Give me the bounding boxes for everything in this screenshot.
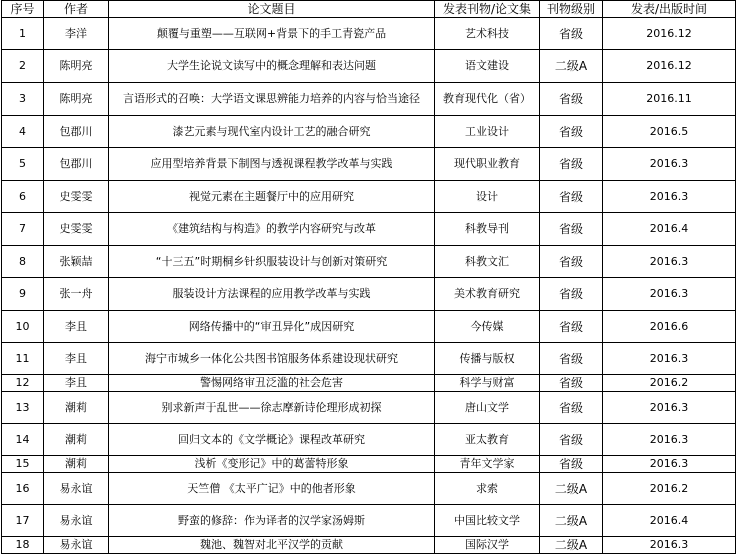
cell-journal: 科教文汇 <box>435 246 540 278</box>
header-row <box>2 1 736 18</box>
cell-author: 潮莉 <box>44 424 109 456</box>
cell-journal: 求索 <box>435 473 540 505</box>
cell-seq: 11 <box>2 343 44 375</box>
cell-seq: 15 <box>2 456 44 473</box>
cell-level: 省级 <box>540 116 603 148</box>
cell-seq: 10 <box>2 311 44 343</box>
cell-author: 李洋 <box>44 18 109 50</box>
cell-title: 应用型培养背景下制图与透视课程教学改革与实践 <box>109 148 435 181</box>
cell-journal: 艺术科技 <box>435 18 540 50</box>
cell-journal: 工业设计 <box>435 116 540 148</box>
cell-seq: 18 <box>2 537 44 554</box>
cell-author: 陈明亮 <box>44 83 109 116</box>
cell-level: 省级 <box>540 278 603 311</box>
table-row <box>2 246 736 278</box>
cell-date: 2016.3 <box>603 392 736 424</box>
cell-journal: 亚太教育 <box>435 424 540 456</box>
cell-title: 颠覆与重塑——互联网+背景下的手工青瓷产品 <box>109 18 435 50</box>
cell-date: 2016.3 <box>603 343 736 375</box>
table-row <box>2 148 736 181</box>
cell-seq: 3 <box>2 83 44 116</box>
cell-date: 2016.3 <box>603 424 736 456</box>
cell-date: 2016.3 <box>603 456 736 473</box>
table-row <box>2 213 736 246</box>
cell-author: 包郡川 <box>44 148 109 181</box>
cell-seq: 7 <box>2 213 44 246</box>
cell-title: 视觉元素在主题餐厅中的应用研究 <box>109 181 435 213</box>
cell-level: 二级A <box>540 537 603 554</box>
cell-journal: 美术教育研究 <box>435 278 540 311</box>
table-row <box>2 116 736 148</box>
cell-journal: 科学与财富 <box>435 375 540 392</box>
cell-title: 《建筑结构与构造》的教学内容研究与改革 <box>109 213 435 246</box>
cell-journal: 教育现代化（省） <box>435 83 540 116</box>
cell-journal: 国际汉学 <box>435 537 540 554</box>
cell-level: 省级 <box>540 181 603 213</box>
cell-seq: 4 <box>2 116 44 148</box>
cell-level: 省级 <box>540 213 603 246</box>
cell-seq: 1 <box>2 18 44 50</box>
cell-level: 省级 <box>540 148 603 181</box>
cell-author: 易永谊 <box>44 505 109 537</box>
table-row <box>2 537 736 554</box>
table-row <box>2 392 736 424</box>
header-author: 作者 <box>44 1 109 18</box>
cell-journal: 现代职业教育 <box>435 148 540 181</box>
cell-date: 2016.12 <box>603 50 736 83</box>
table-row <box>2 278 736 311</box>
cell-author: 张一舟 <box>44 278 109 311</box>
table-row <box>2 50 736 83</box>
cell-author: 李且 <box>44 375 109 392</box>
cell-level: 省级 <box>540 392 603 424</box>
cell-date: 2016.6 <box>603 311 736 343</box>
table-row <box>2 505 736 537</box>
cell-seq: 12 <box>2 375 44 392</box>
cell-date: 2016.3 <box>603 148 736 181</box>
cell-level: 二级A <box>540 50 603 83</box>
cell-level: 省级 <box>540 456 603 473</box>
cell-journal: 科教导刊 <box>435 213 540 246</box>
cell-title: 网络传播中的“审丑异化”成因研究 <box>109 311 435 343</box>
cell-journal: 设计 <box>435 181 540 213</box>
cell-author: 张颖喆 <box>44 246 109 278</box>
cell-title: 漆艺元素与现代室内设计工艺的融合研究 <box>109 116 435 148</box>
cell-author: 史雯雯 <box>44 181 109 213</box>
cell-title: 野蛮的修辞：作为译者的汉学家汤姆斯 <box>109 505 435 537</box>
cell-author: 史雯雯 <box>44 213 109 246</box>
cell-level: 二级A <box>540 505 603 537</box>
table-row <box>2 473 736 505</box>
table-row <box>2 343 736 375</box>
cell-level: 省级 <box>540 83 603 116</box>
cell-level: 省级 <box>540 18 603 50</box>
cell-seq: 8 <box>2 246 44 278</box>
cell-date: 2016.2 <box>603 375 736 392</box>
table-row <box>2 375 736 392</box>
cell-title: 警惕网络审丑泛滥的社会危害 <box>109 375 435 392</box>
cell-date: 2016.4 <box>603 505 736 537</box>
cell-date: 2016.11 <box>603 83 736 116</box>
cell-level: 省级 <box>540 343 603 375</box>
cell-level: 省级 <box>540 375 603 392</box>
cell-title: 浅析《变形记》中的葛蕾特形象 <box>109 456 435 473</box>
cell-seq: 13 <box>2 392 44 424</box>
table-row <box>2 456 736 473</box>
cell-seq: 5 <box>2 148 44 181</box>
cell-title: 天竺僧 《太平广记》中的他者形象 <box>109 473 435 505</box>
cell-seq: 17 <box>2 505 44 537</box>
cell-seq: 2 <box>2 50 44 83</box>
cell-journal: 今传媒 <box>435 311 540 343</box>
cell-title: 服装设计方法课程的应用教学改革与实践 <box>109 278 435 311</box>
cell-journal: 语文建设 <box>435 50 540 83</box>
header-level: 刊物级别 <box>540 1 603 18</box>
cell-date: 2016.12 <box>603 18 736 50</box>
cell-title: 海宁市城乡一体化公共图书馆服务体系建设现状研究 <box>109 343 435 375</box>
cell-date: 2016.3 <box>603 537 736 554</box>
table-row <box>2 181 736 213</box>
cell-date: 2016.3 <box>603 278 736 311</box>
header-journal: 发表刊物/论文集 <box>435 1 540 18</box>
cell-author: 包郡川 <box>44 116 109 148</box>
cell-title: 回归文本的《文学概论》课程改革研究 <box>109 424 435 456</box>
table-row <box>2 83 736 116</box>
cell-title: 大学生论说文读写中的概念理解和表达问题 <box>109 50 435 83</box>
cell-date: 2016.4 <box>603 213 736 246</box>
cell-journal: 中国比较文学 <box>435 505 540 537</box>
cell-seq: 14 <box>2 424 44 456</box>
cell-title: “十三五”时期桐乡针织服装设计与创新对策研究 <box>109 246 435 278</box>
cell-level: 二级A <box>540 473 603 505</box>
cell-date: 2016.5 <box>603 116 736 148</box>
cell-journal: 传播与版权 <box>435 343 540 375</box>
cell-level: 省级 <box>540 424 603 456</box>
cell-journal: 青年文学家 <box>435 456 540 473</box>
cell-date: 2016.3 <box>603 181 736 213</box>
cell-author: 陈明亮 <box>44 50 109 83</box>
cell-title: 言语形式的召唤：大学语文课思辨能力培养的内容与恰当途径 <box>109 83 435 116</box>
header-date: 发表/出版时间 <box>603 1 736 18</box>
cell-date: 2016.3 <box>603 246 736 278</box>
cell-date: 2016.2 <box>603 473 736 505</box>
paper-table <box>1 0 736 554</box>
table-row <box>2 18 736 50</box>
cell-level: 省级 <box>540 311 603 343</box>
cell-title: 别求新声于乱世——徐志摩新诗伦理形成初探 <box>109 392 435 424</box>
cell-seq: 16 <box>2 473 44 505</box>
table-row <box>2 311 736 343</box>
header-seq: 序号 <box>2 1 44 18</box>
cell-journal: 唐山文学 <box>435 392 540 424</box>
table-row <box>2 424 736 456</box>
cell-seq: 6 <box>2 181 44 213</box>
cell-author: 李且 <box>44 311 109 343</box>
cell-author: 易永谊 <box>44 537 109 554</box>
cell-author: 李且 <box>44 343 109 375</box>
cell-title: 魏池、魏智对北平汉学的贡献 <box>109 537 435 554</box>
cell-level: 省级 <box>540 246 603 278</box>
cell-author: 潮莉 <box>44 392 109 424</box>
cell-author: 易永谊 <box>44 473 109 505</box>
cell-author: 潮莉 <box>44 456 109 473</box>
cell-seq: 9 <box>2 278 44 311</box>
header-title: 论文题目 <box>109 1 435 18</box>
